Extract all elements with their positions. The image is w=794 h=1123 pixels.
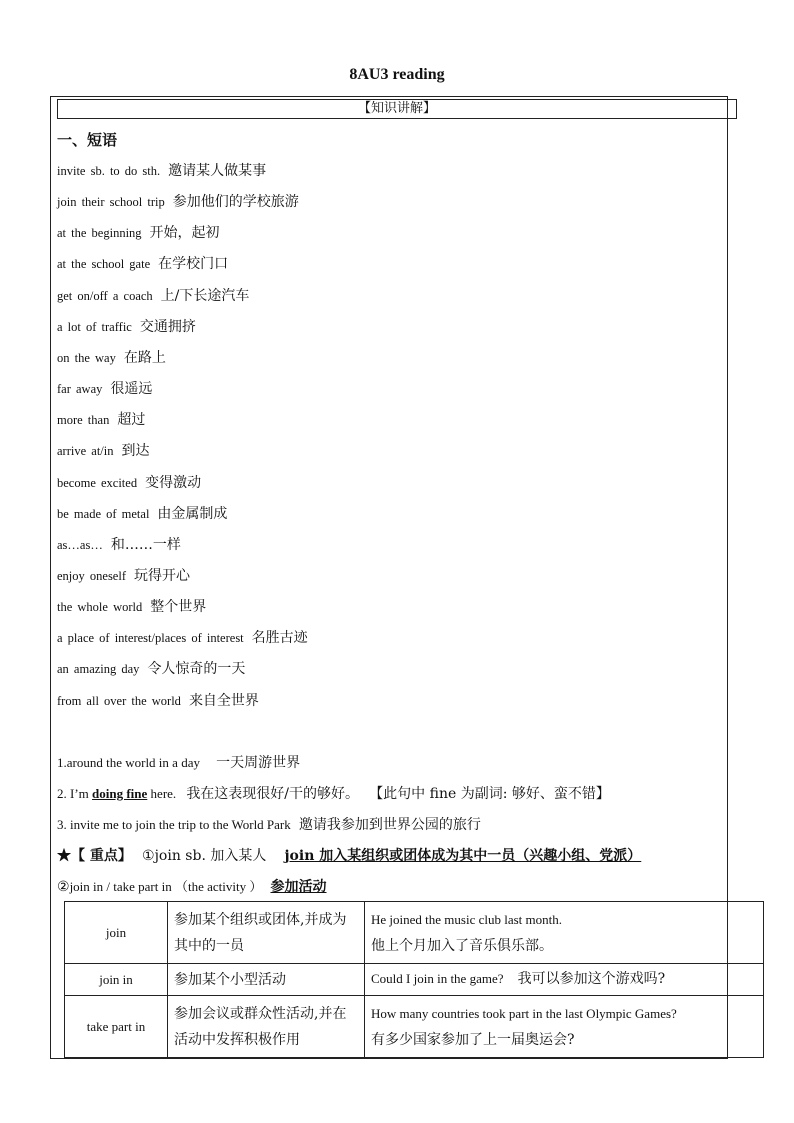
phrase-item [57, 409, 145, 429]
table-meaning: 参加某个组织或团体,并成为其中的一员 [168, 902, 365, 964]
table-example-zh: 他上个月加入了音乐俱乐部。 [371, 937, 553, 954]
sentence-1-en: 1.around the world in a day [57, 755, 200, 770]
phrase-en: arrive at/in [57, 444, 114, 459]
circled-2: ② [57, 879, 70, 895]
phrase-zh: 很遥远 [110, 381, 153, 398]
star-label: ★【 重点】 [57, 848, 132, 864]
phrase-item [57, 160, 266, 180]
table-example-en: How many countries took part in the last Olympic Games? [371, 1005, 677, 1021]
phrase-zh: 交通拥挤 [139, 318, 196, 335]
phrase-zh: 超过 [117, 412, 146, 429]
table-example-zh: 有多少国家参加了上一届奥运会? [371, 1031, 575, 1048]
phrase-item [57, 222, 220, 242]
phrases-heading: 一、短语 [57, 131, 118, 149]
table-example-en: He joined the music club last month. [371, 911, 562, 927]
phrase-zh: 由金属制成 [157, 505, 228, 522]
phrase-zh: 玩得开心 [134, 567, 190, 584]
table-example [365, 964, 764, 996]
phrase-item [57, 503, 227, 523]
phrase-item [57, 378, 152, 398]
key-point-2 [57, 876, 327, 896]
phrase-en: a place of interest/places of interest [57, 631, 244, 646]
table-term: join [65, 902, 168, 964]
phrase-en: at the school gate [57, 257, 151, 272]
phrase-zh: 参加他们的学校旅游 [172, 194, 299, 211]
phrase-item [57, 316, 196, 336]
phrase-item [57, 285, 249, 305]
sentence-1 [57, 752, 300, 772]
sentence-1-zh: 一天周游世界 [216, 755, 301, 771]
key-point-2-text: join in / take part in （the activity ） [69, 879, 263, 894]
key-point-1-text: join sb. 加入某人 [154, 848, 267, 864]
table-example [365, 996, 764, 1058]
phrase-zh: 在路上 [123, 349, 166, 366]
phrase-en: a lot of traffic [57, 319, 132, 334]
phrase-en: on the way [57, 350, 116, 365]
sentence-2-pre: 2. I’m [57, 786, 93, 801]
comparison-table [64, 901, 764, 1058]
phrase-item [57, 690, 259, 710]
sentence-2-zh: 我在这表现很好/干的够好。 [186, 786, 360, 802]
sentence-3 [57, 814, 481, 834]
sentence-3-zh: 邀请我参加到世界公园的旅行 [298, 817, 481, 833]
phrase-item [57, 440, 150, 460]
table-meaning: 参加会议或群众性活动,并在活动中发挥积极作用 [168, 996, 365, 1058]
phrase-zh: 开始，起初 [149, 225, 220, 242]
phrase-item [57, 627, 308, 647]
phrase-item [57, 253, 228, 273]
phrase-item [57, 658, 245, 678]
phrase-zh: 令人惊奇的一天 [147, 661, 246, 678]
key-point-1 [57, 845, 641, 865]
phrase-en: more than [57, 413, 110, 428]
phrase-item [57, 565, 190, 585]
phrase-en: the whole world [57, 600, 143, 615]
phrase-en: enjoy oneself [57, 568, 126, 583]
phrase-en: invite sb. to do sth. [57, 164, 161, 178]
table-meaning: 参加某个小型活动 [168, 964, 365, 996]
phrase-en: as…as… [57, 537, 103, 552]
phrase-item [57, 191, 299, 211]
table-row [65, 996, 764, 1058]
phrase-en: at the beginning [57, 226, 142, 241]
key-point-2-bold: 参加活动 [270, 879, 327, 895]
phrase-zh: 整个世界 [150, 599, 207, 616]
phrase-en: join their school trip [57, 195, 165, 210]
table-example-zh: 我可以参加这个游戏吗? [517, 971, 666, 987]
phrase-en: get on/off a coach [57, 288, 153, 303]
phrase-zh: 来自全世界 [188, 692, 259, 709]
table-row [65, 902, 764, 964]
table-example [365, 902, 764, 964]
table-row [65, 964, 764, 996]
sentence-2-bold: doing fine [92, 786, 148, 801]
phrase-item [57, 472, 201, 492]
phrase-zh: 上/下长途汽车 [160, 287, 250, 304]
phrase-item [57, 534, 181, 554]
phrase-zh: 邀请某人做某事 [168, 163, 267, 179]
phrase-zh: 变得激动 [145, 474, 202, 491]
phrase-item [57, 347, 166, 367]
phrase-zh: 名胜古迹 [251, 630, 308, 647]
table-example-en: Could I join in the game? [371, 971, 504, 986]
sentence-2 [57, 783, 610, 803]
phrase-en: an amazing day [57, 662, 140, 677]
key-point-1-bold: join 加入某组织或团体成为其中一员（兴趣小组、党派） [284, 848, 642, 864]
sentence-3-en: 3. invite me to join the trip to the World Park [57, 817, 291, 832]
phrase-en: from all over the world [57, 693, 181, 708]
sentence-2-note: 【此句中 fine 为副词: 够好、蛮不错】 [369, 786, 610, 802]
phrase-zh: 和……一样 [110, 536, 181, 553]
phrase-en: be made of metal [57, 506, 150, 521]
table-term: take part in [65, 996, 168, 1058]
phrase-en: far away [57, 382, 103, 397]
circled-1: ① [142, 848, 155, 864]
table-term: join in [65, 964, 168, 996]
sentence-2-post: here. [147, 786, 177, 801]
phrase-item [57, 596, 206, 616]
phrase-en: become excited [57, 475, 138, 490]
section-header: 【知识讲解】 [57, 99, 737, 119]
phrase-zh: 到达 [121, 443, 150, 460]
document-title: 8AU3 reading [349, 66, 445, 83]
phrase-zh: 在学校门口 [158, 256, 229, 273]
